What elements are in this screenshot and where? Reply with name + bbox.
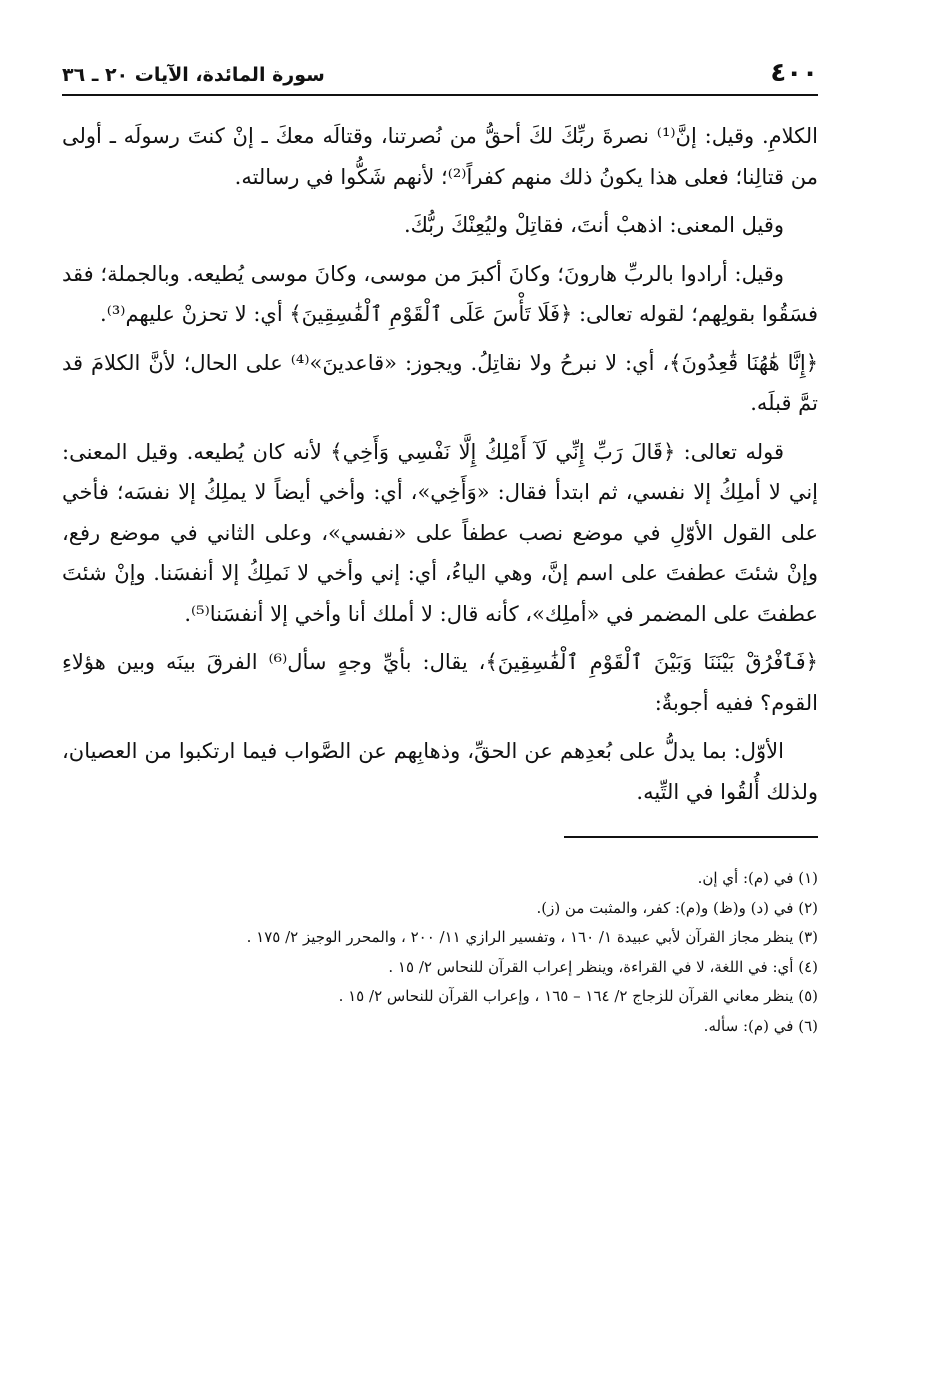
- footnote-6: (٦) في (م): سأله.: [703, 1016, 818, 1035]
- book-page: [62, 58, 818, 1041]
- page-number: ٤٠٠: [770, 58, 818, 88]
- paragraph-6: ﴿فَٱفْرُقْ بَيْنَنَا وَبَيْنَ ٱلْقَوْمِ ٱلْفَٰسِقِينَ﴾، يقال: بأيِّ وجهٍ سأل⁽⁶⁾ الفرقَ بينَه وبين هؤلاءِ القوم؟ ففيه أجوبةٌ:: [62, 650, 818, 715]
- footnote-separator: [564, 836, 818, 838]
- footnote-1: (١) في (م): أي إن.: [697, 869, 818, 887]
- paragraph-2: وقيل المعنى: اذهبْ أنتَ، فقاتِلْ وليُعِنْكَ ربُّكَ.: [403, 213, 784, 237]
- paragraph-5: قوله تعالى: ﴿قَالَ رَبِّ إِنِّي لَآ أَمْلِكُ إِلَّا نَفْسِي وَأَخِي﴾ لأنه كان يُطيعه. وقيل المعنى: إني لا أملِكُ إلا نفسي، ثم ابتدأ فقال: «وَأَخِي»، أي: وأخي أيضاً لا يملِكُ إلا نفسَه؛ فأخي على القول الأوّلِ في موضع نصب عطفاً على «نفسي»، وعلى الثاني في موضع رفع، وإنْ شئتَ عطفتَ على اسم إنَّ، وهي الياءُ، أي: إني وأخي لا نَملِكُ إلا أنفسَنا. وإنْ شئتَ عطفتَ على المضمر في «أملِك»، كأنه قال: لا أملك أنا وأخي إلا أنفسَنا⁽⁵⁾.: [62, 439, 818, 626]
- footnote-2: (٢) في (د) و(ظ) و(م): كفر، والمثبت من (ز).: [536, 898, 818, 917]
- main-text: [62, 116, 818, 812]
- paragraph-1: الكلامِ. وقيل: إنَّ⁽¹⁾ نصرةَ ربِّكَ لكَ أحقُّ من نُصرتنا، وقتالَه معكَ ـ إنْ كنتَ رسولَه ـ أولى من قتالِنا؛ فعلى هذا يكونُ ذلك منهم كفراً⁽²⁾؛ لأنهم شَكُّوا في رسالته.: [62, 124, 818, 189]
- paragraph-7: الأوّل: بما يدلُّ على بُعدِهم عن الحقِّ، وذهابِهم عن الصَّواب فيما ارتكبوا من العصيان، ولذلك أُلقُوا في التِّيه.: [62, 739, 818, 804]
- page-header: [62, 58, 818, 96]
- footnote-3: (٣) ينظر مجاز القرآن لأبي عبيدة ١/ ١٦٠ ، وتفسير الرازي ١١/ ٢٠٠ ، والمحرر الوجيز ٢/ ١٧٥ .: [246, 928, 818, 946]
- paragraph-4: ﴿إِنَّا هَٰهُنَا قَٰعِدُونَ﴾، أي: لا نبرحُ ولا نقاتِلُ. ويجوز: «قاعدينَ»⁽⁴⁾ على الحال؛ لأنَّ الكلامَ قد تمَّ قبلَه.: [62, 350, 818, 415]
- footnotes: [62, 864, 818, 1041]
- footnote-5: (٥) ينظر معاني القرآن للزجاج ٢/ ١٦٤ – ١٦٥ ، وإعراب القرآن للنحاس ٢/ ١٥ .: [338, 987, 818, 1005]
- footnote-4: (٤) أي: في اللغة، لا في القراءة، وينظر إعراب القرآن للنحاس ٢/ ١٥ .: [388, 957, 818, 976]
- running-title: سورة المائدة، الآيات ٢٠ ـ ٣٦: [62, 64, 325, 86]
- paragraph-3: وقيل: أرادوا بالربِّ هارونَ؛ وكانَ أكبرَ من موسى، وكانَ موسى يُطيعه. وبالجملة؛ فقد فسَقُوا بقولِهم؛ لقوله تعالى: ﴿فَلَا تَأْسَ عَلَى ٱلْقَوْمِ ٱلْفَٰسِقِينَ﴾ أي: لا تحزنْ عليهم⁽³⁾.: [62, 261, 818, 326]
